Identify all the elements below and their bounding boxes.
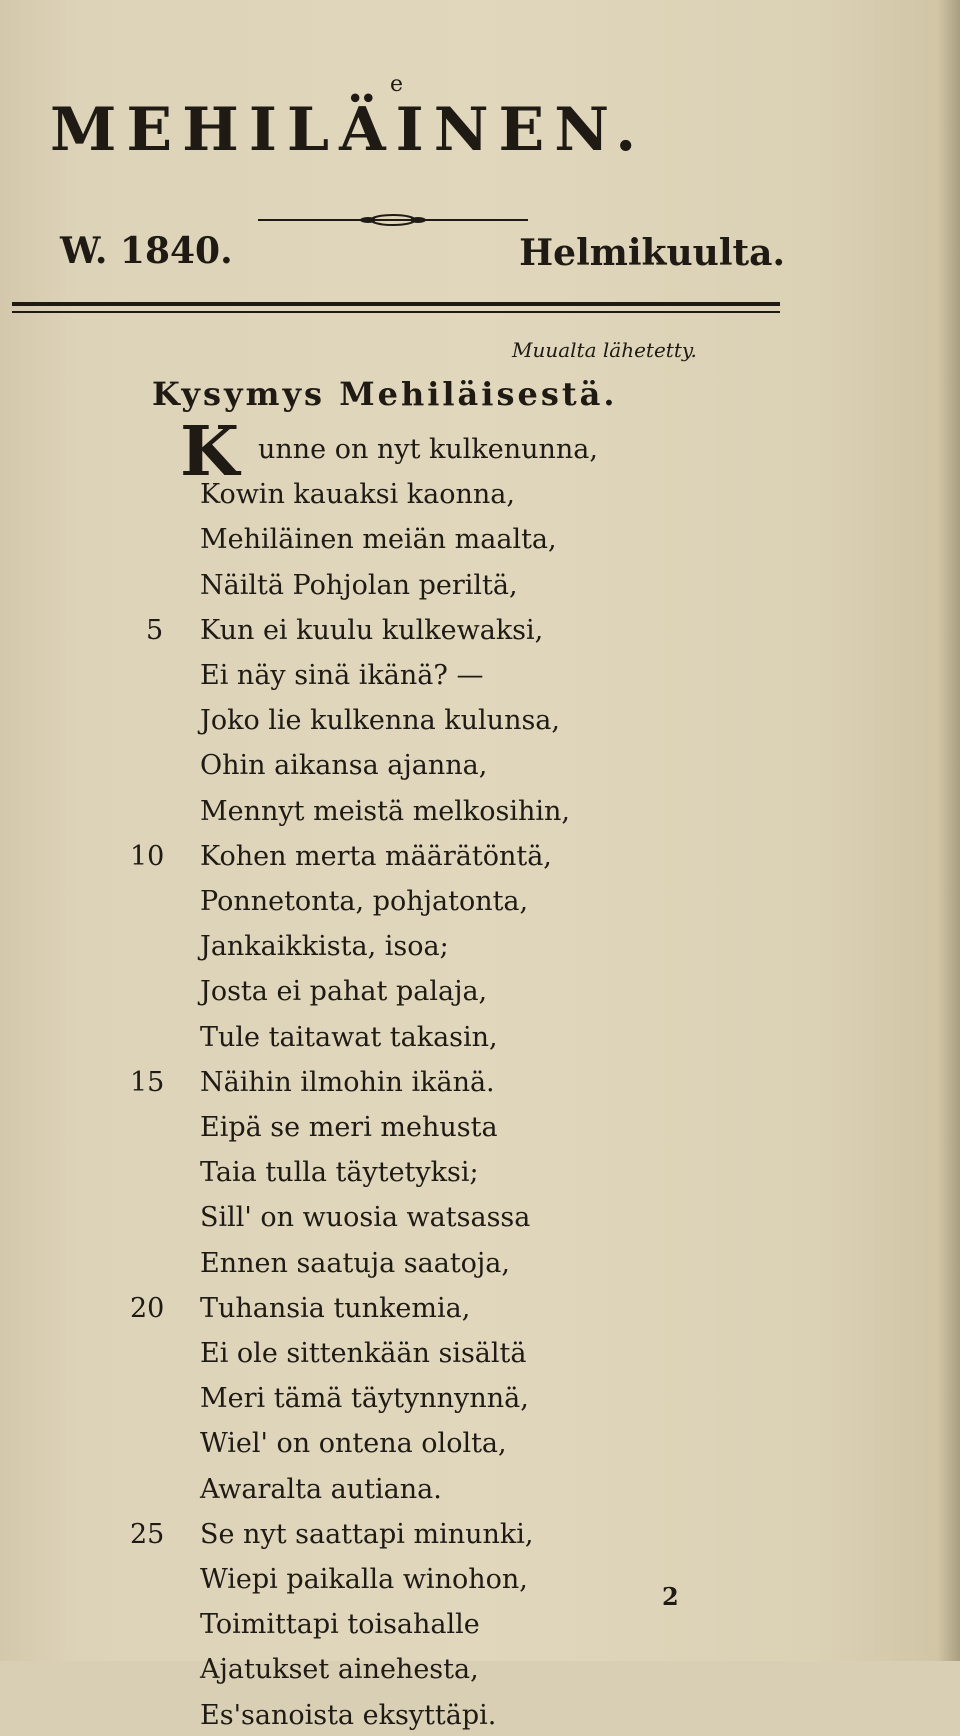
page-signature: 2 xyxy=(662,1582,679,1611)
poem-line: Mennyt meistä melkosihin, xyxy=(200,795,571,827)
poem-title: Kysymys Mehiläisestä. xyxy=(152,375,618,413)
poem-line: Ei näy sinä ikänä? — xyxy=(200,660,484,691)
poem-line: Josta ei pahat palaja, xyxy=(200,976,488,1008)
poem-line: Kohen merta määrätöntä, xyxy=(200,840,552,872)
poem-line: Taia tulla täytetyksi; xyxy=(200,1157,479,1189)
poem-line: Wiepi paikalla winohon, xyxy=(200,1564,528,1595)
header-rule-thin xyxy=(12,311,780,313)
drop-cap: K xyxy=(180,412,240,492)
sender-note: Muualta lähetetty. xyxy=(512,338,697,362)
issue-number: W. 1840. xyxy=(60,230,233,272)
line-number: 25 xyxy=(130,1518,165,1550)
poem-line: Kowin kauaksi kaonna, xyxy=(200,479,515,511)
poem-line: Jankaikkista, isoa; xyxy=(200,931,449,963)
poem-line: Ajatukset ainehesta, xyxy=(200,1654,479,1686)
poem-line: Tule taitawat takasin, xyxy=(200,1021,498,1053)
poem-line: Joko lie kulkenna kulunsa, xyxy=(200,705,560,737)
poem-line: Mehiläinen meiän maalta, xyxy=(200,524,557,556)
line-number: 10 xyxy=(130,840,165,872)
poem-line: Eipä se meri mehusta xyxy=(200,1112,498,1143)
poem-line: Näihin ilmohin ikänä. xyxy=(200,1066,495,1098)
poem-line: unne on nyt kulkenunna, xyxy=(258,434,598,465)
poem-line: Meri tämä täytynnynnä, xyxy=(200,1383,529,1415)
line-number: 20 xyxy=(130,1292,165,1324)
header-rule-thick xyxy=(12,302,780,306)
issue-month: Helmikuulta. xyxy=(519,232,785,274)
line-number: 15 xyxy=(130,1066,165,1098)
poem-line: Awaralta autiana. xyxy=(200,1473,442,1505)
poem-line: Ponnetonta, pohjatonta, xyxy=(200,886,529,917)
poem-line: Kun ei kuulu kulkewaksi, xyxy=(200,614,544,646)
poem-line: Sill' on wuosia watsassa xyxy=(200,1202,531,1234)
poem-line: Se nyt saattapi minunki, xyxy=(200,1518,534,1550)
line-number: 5 xyxy=(146,614,164,646)
poem-line: Tuhansia tunkemia, xyxy=(200,1292,471,1324)
poem-line: Toimittapi toisahalle xyxy=(200,1609,480,1641)
ornament-divider xyxy=(258,214,528,226)
poem-line: Näiltä Pohjolan periltä, xyxy=(200,569,518,601)
poem-line: Ennen saatuja saatoja, xyxy=(200,1247,510,1279)
poem-line: Ohin aikansa ajanna, xyxy=(200,750,488,782)
poem-line: Wiel' on ontena ololta, xyxy=(200,1428,507,1460)
title-accent-mark: e xyxy=(390,72,404,97)
masthead-title: MEHILÄINEN. xyxy=(50,95,647,165)
poem-line: Ei ole sittenkään sisältä xyxy=(200,1338,527,1369)
poem-line: Es'sanoista eksyttäpi. xyxy=(200,1699,497,1731)
